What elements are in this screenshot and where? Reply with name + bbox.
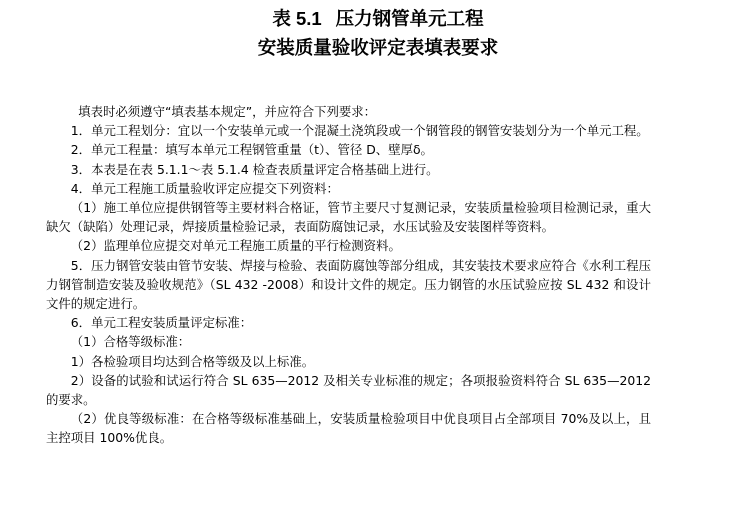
requirement-item-4-2: （2）监理单位应提交对单元工程施工质量的平行检测资料。: [70, 238, 401, 254]
intro-paragraph: 填表时必须遵守“填表基本规定”，并应符合下列要求：: [78, 104, 377, 119]
requirement-item-2: 2．单元工程量：填写本单元工程钢管重量（t）、管径 D、壁厚δ。: [70, 142, 433, 158]
requirement-item-6-1-2: 2）设备的试验和试运行符合 SL 635—2012 及相关专业标准的规定；各项报验资料符合 SL 635—2012 的要求。: [46, 372, 651, 408]
title-block: [0, 4, 756, 63]
requirement-item-6-1: （1）合格等级标准：: [70, 334, 191, 350]
requirement-item-6: 6．单元工程安装质量评定标准：: [70, 315, 253, 331]
title-line-1: [0, 4, 756, 34]
requirement-item-4: 4．单元工程施工质量验收评定应提交下列资料：: [70, 180, 339, 196]
table-subtitle: 安装质量验收评定表填表要求: [257, 38, 499, 59]
requirements-body: [46, 102, 651, 448]
requirement-item-4-1: （1）施工单位应提供钢管等主要材料合格证，管节主要尺寸复测记录，安装质量检验项目检测记录，重大缺欠（缺陷）处理记录，焊接质量检验记录，表面防腐蚀记录，水压试验及安装图样等资料。: [46, 200, 651, 235]
table-title: 压力钢管单元工程: [335, 9, 484, 30]
requirement-item-1: 1．单元工程划分：宜以一个安装单元或一个混凝土浇筑段或一个钢管段的钢管安装划分为一个单元工程。: [70, 123, 649, 139]
table-number: 表 5.1: [272, 8, 322, 29]
requirement-item-5: 5．压力钢管安装由管节安装、焊接与检验、表面防腐蚀等部分组成，其安装技术要求应符合《水利工程压力钢管制造安装及验收规范》（SL 432 -2008）和设计文件的规定。压力钢管的水压试验应按 SL 432 和设计文件的规定进行。: [46, 257, 651, 312]
requirement-item-3: 3．本表是在表 5.1.1～表 5.1.4 检查表质量评定合格基础上进行。: [70, 161, 439, 177]
requirement-item-6-2: （2）优良等级标准：在合格等级标准基础上，安装质量检验项目中优良项目占全部项目 70%及以上，且主控项目 100%优良。: [46, 411, 651, 446]
requirement-item-6-1-1: 1）各检验项目均达到合格等级及以上标准。: [70, 353, 315, 369]
